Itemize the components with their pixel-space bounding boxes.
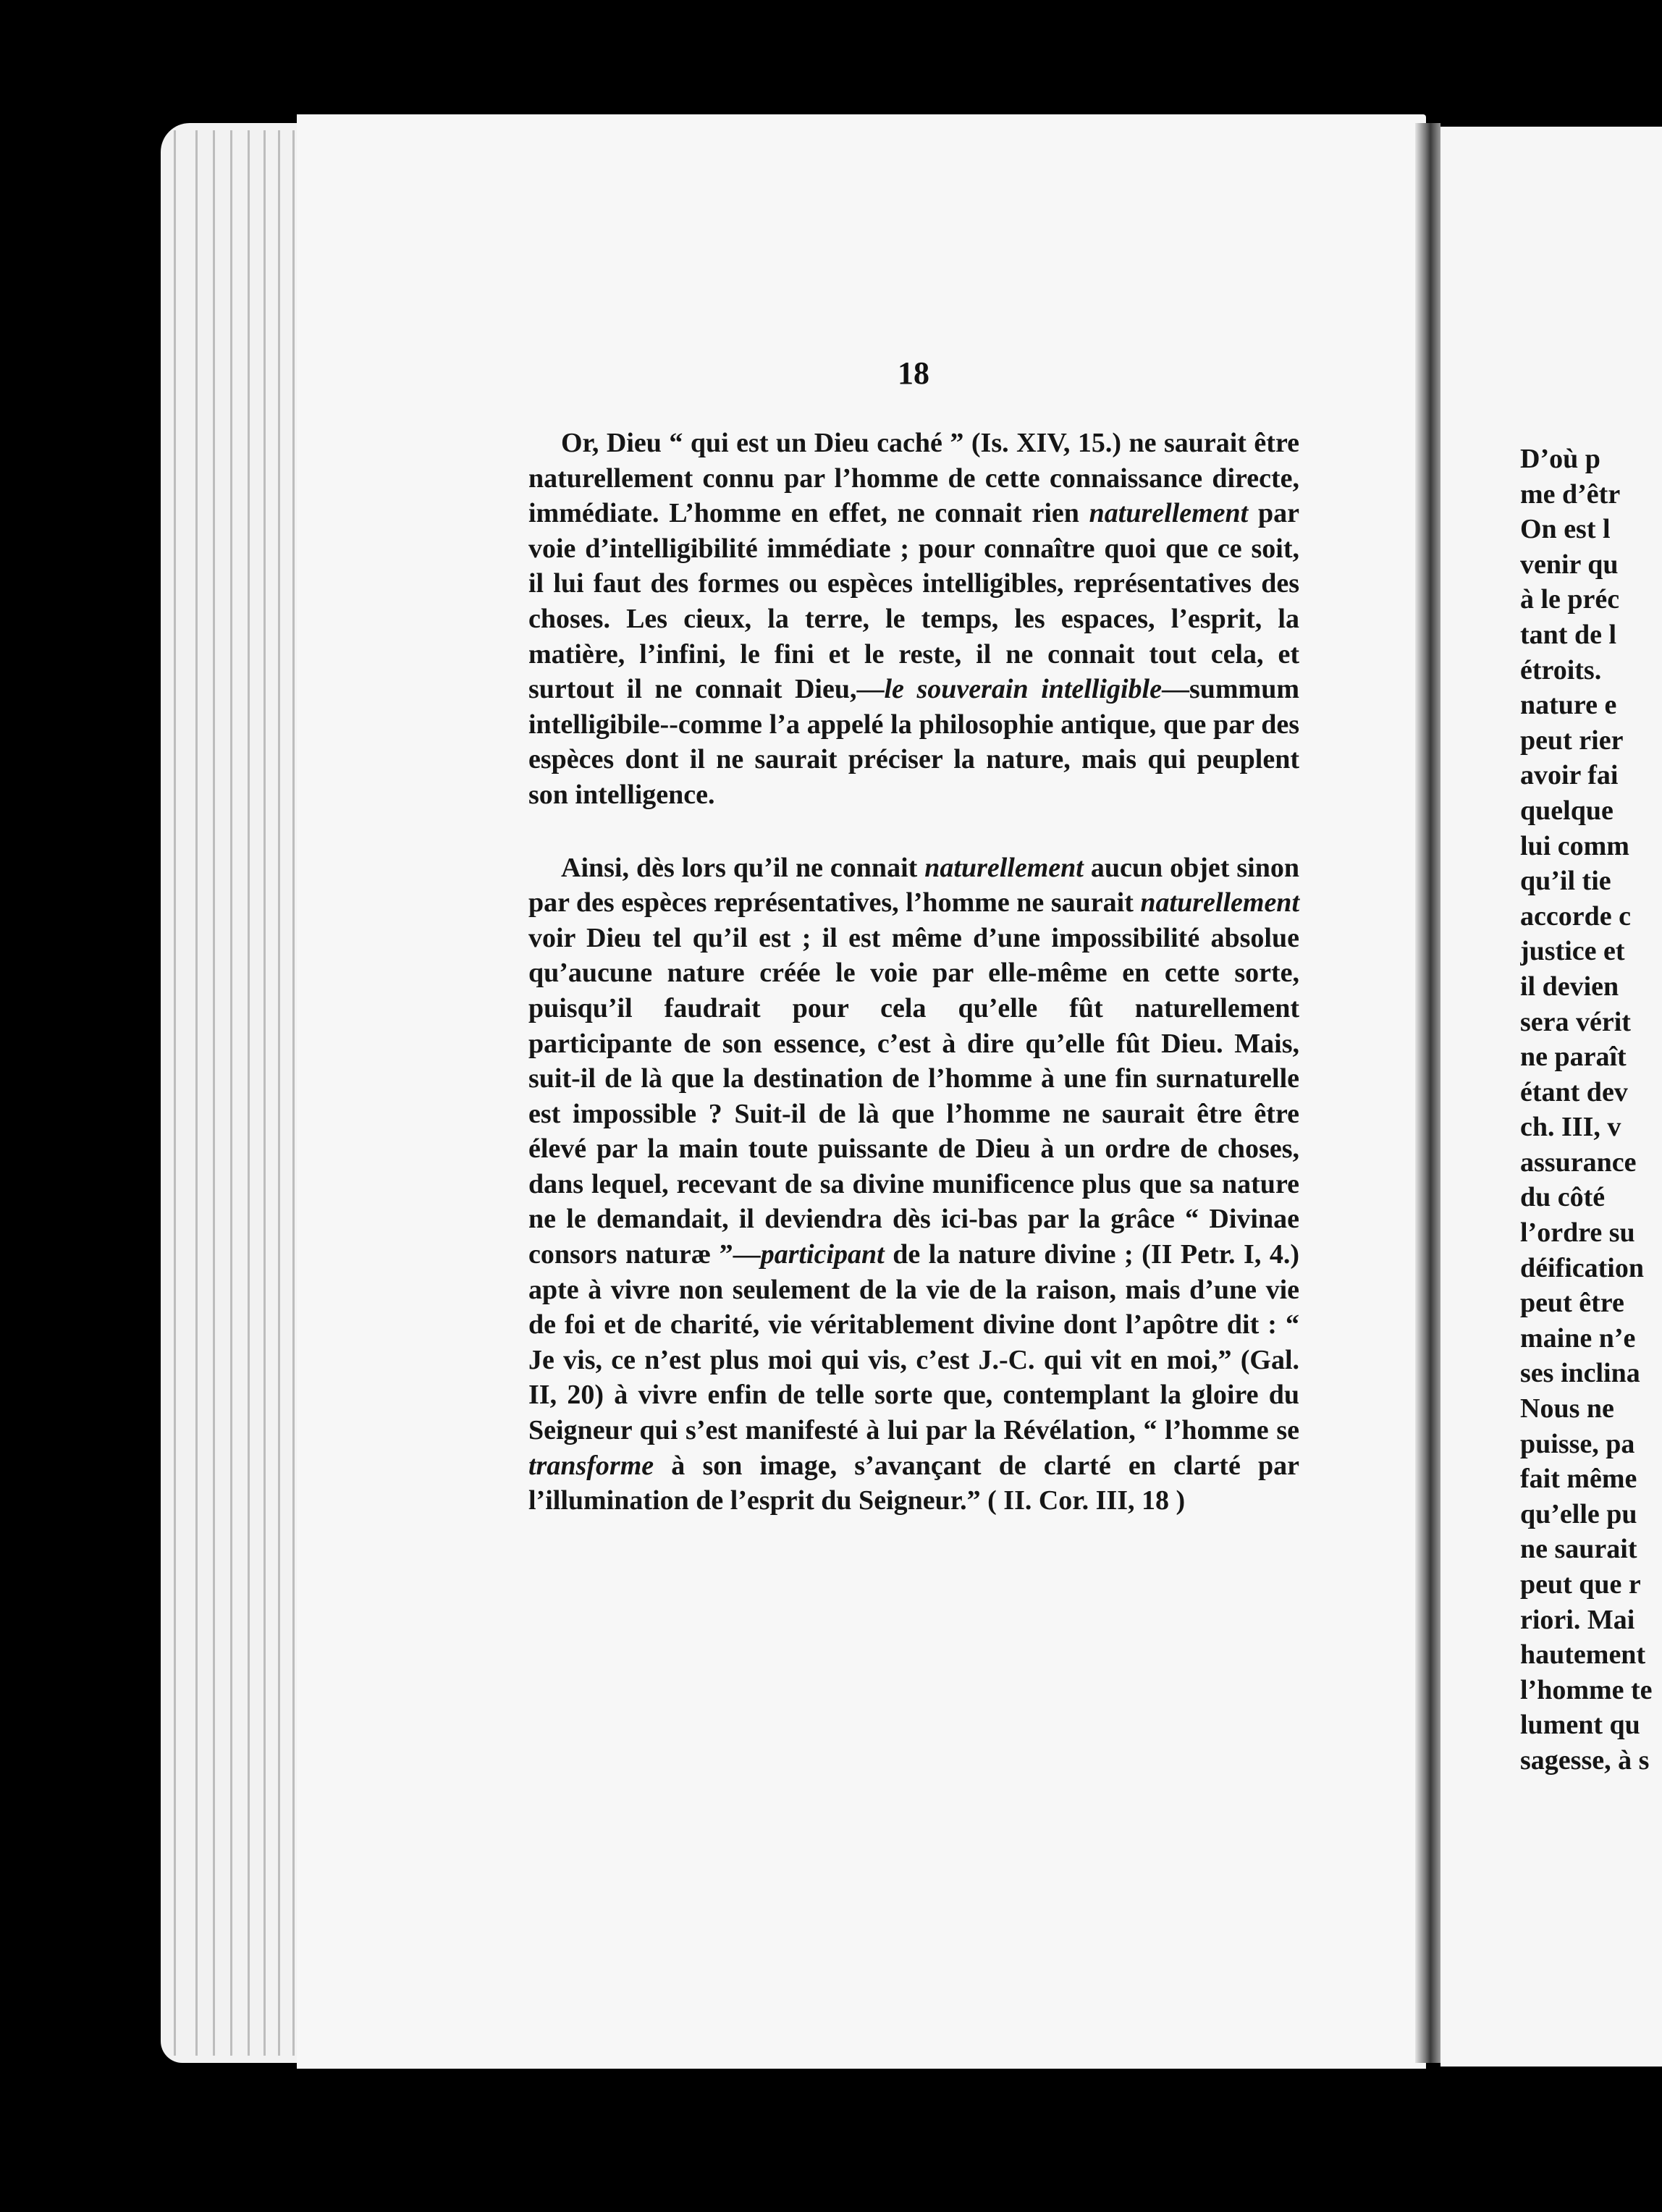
italic-text: naturellement (1089, 498, 1249, 529)
right-page-line: étroits. (1520, 654, 1602, 685)
page-number: 18 (898, 355, 929, 391)
right-page-line: venir qu (1520, 549, 1619, 580)
body-text: Or, Dieu “ qui est un Dieu caché ” (Is. XIV, 15.) ne saurait être naturellement connu par l’homme de cette connaissance directe, immédiate. L’homme en effet, ne connait rien (528, 428, 1299, 529)
right-page-line: avoir fai (1520, 760, 1619, 791)
body-text: par voie d’intelligibilité immédiate ; pour connaître quoi que ce soit, il lui faut des formes ou espèces intelligibles, représentatives des choses. Les cieux, la terre, le temps, les espaces, l’esprit, la matière, l’infini, le fini et le reste, il ne connait tout cela, et surtout il ne connait Dieu,— (528, 498, 1300, 705)
right-page-line: sera vérit (1520, 1006, 1631, 1037)
right-page-body (1520, 442, 1662, 1778)
body-text: Ainsi, dès lors qu’il ne connait (561, 852, 925, 883)
right-page-line: l’homme te (1520, 1674, 1653, 1705)
right-page-line: lument qu (1520, 1710, 1640, 1741)
right-page-line: accorde c (1520, 900, 1631, 932)
right-page-line: justice et (1520, 936, 1625, 967)
left-page-body (528, 426, 1299, 1519)
right-page-line: assurance (1520, 1147, 1637, 1178)
right-page-line: ses inclina (1520, 1358, 1640, 1389)
right-page-line: déification (1520, 1252, 1644, 1283)
right-page-line: il devien (1520, 971, 1619, 1002)
right-page-line: peut que r (1520, 1569, 1641, 1600)
book-page-edges (161, 123, 313, 2063)
book-gutter (1415, 123, 1440, 2063)
right-page-line: sagesse, à s (1520, 1744, 1650, 1776)
right-page-line: à le préc (1520, 584, 1620, 615)
right-page-line: nature e (1520, 690, 1617, 721)
right-page-line: l’ordre su (1520, 1217, 1635, 1249)
right-page-line: ne saurait (1520, 1534, 1637, 1565)
right-page-line: riori. Mai (1520, 1604, 1635, 1635)
right-page-line: ch. III, v (1520, 1112, 1621, 1143)
right-page-line: maine n’e (1520, 1322, 1636, 1354)
right-page-line: puisse, pa (1520, 1428, 1635, 1459)
right-page-line: qu’il tie (1520, 866, 1611, 897)
paragraph (528, 850, 1299, 1519)
italic-text: participant (760, 1239, 885, 1270)
right-page-line: Nous ne (1520, 1393, 1614, 1424)
right-page-line: du côté (1520, 1182, 1606, 1213)
right-page-line: hautement (1520, 1639, 1646, 1671)
body-text: —summum intelligibile--comme l’a appelé la philosophie antique, que par des espèces dont il ne saurait préciser la nature, mais qui peuplent son intelligence. (528, 674, 1299, 810)
body-text: à son image, s’avançant de clarté en clarté par l’illumination de l’esprit du Seigneur.” ( II. Cor. III, 18 ) (528, 1450, 1299, 1516)
right-page-line: ne paraît (1520, 1042, 1627, 1073)
italic-text: naturellement (924, 852, 1084, 883)
body-text: aucun objet sinon par des espèces représentatives, l’homme ne saurait (528, 852, 1299, 919)
right-page-line: tant de l (1520, 619, 1616, 650)
right-page-line: me d’êtr (1520, 478, 1621, 510)
body-text: de la nature divine ; (II Petr. I, 4.) apte à vivre non seulement de la vie de la raison, mais d’une vie de foi et de charité, vie véritablement divine dont l’apôtre dit : “ Je vis, ce n’est plus moi qui vis, c’est J.-C. qui vit en moi,” (Gal. II, 20) à vivre enfin de telle sorte que, contemplant la gloire du Seigneur qui s’est manifesté à lui par la Révélation, “ l’homme se (528, 1239, 1299, 1446)
paragraph (528, 426, 1299, 813)
right-page-line: peut être (1520, 1288, 1624, 1319)
right-page-line: peut rier (1520, 725, 1624, 756)
right-page-line: quelque (1520, 795, 1614, 826)
right-page-line: lui comm (1520, 830, 1629, 861)
italic-text: transforme (528, 1450, 654, 1481)
italic-text: le souverain intelligible (884, 674, 1162, 705)
right-page-line: D’où p (1520, 444, 1600, 474)
italic-text: naturellement (1140, 887, 1299, 919)
body-text: voir Dieu tel qu’il est ; il est même d’une impossibilité absolue qu’aucune nature créée le voie par elle-même en cette sorte, puisqu’il faudrait pour cela qu’elle fût naturellement participante de son essence, c’est à dire qu’elle fût Dieu. Mais, suit-il de là que la destination de l’homme à une fin surnaturelle est impossible ? Suit-il de là que l’homme ne saurait être être élevé par la main toute puissante de Dieu à un ordre de choses, dans lequel, recevant de sa divine munificence plus que sa nature ne le demandait, il deviendra dès ici-bas par la grâce “ Divinae consors naturæ ”— (528, 922, 1299, 1270)
right-page-line: On est l (1520, 514, 1611, 545)
right-page-line: étant dev (1520, 1076, 1628, 1107)
right-page-line: qu’elle pu (1520, 1498, 1637, 1529)
right-page-line: fait même (1520, 1464, 1637, 1495)
